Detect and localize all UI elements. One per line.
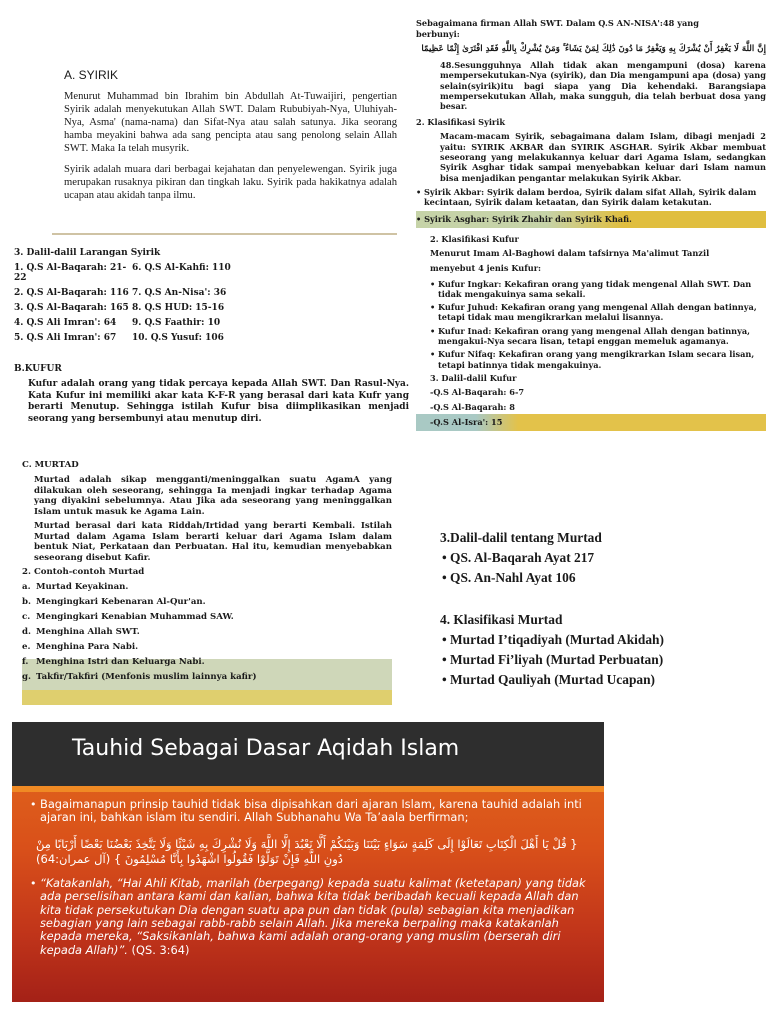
list-text: Syirik Asghar: Syirik Zhahir dan Syirik Khafi.	[424, 213, 632, 224]
bullet-icon: •	[30, 876, 37, 890]
list-item: 5. Q.S Ali Imran': 67	[14, 333, 117, 343]
list-text: Mengingkari Kenabian Muhammad SAW.	[36, 612, 234, 622]
list-text: Mengingkari Kebenaran Al-Qur'an.	[36, 597, 206, 607]
syirik-kufur-detail-section	[416, 18, 766, 458]
kufur-heading: B.KUFUR	[14, 364, 62, 374]
list-marker: g.	[22, 672, 32, 682]
list-item: • Murtad Qauliyah (Murtad Ucapan)	[442, 672, 655, 687]
list-marker: c.	[22, 612, 31, 622]
kufur-section	[14, 364, 409, 434]
list-item: 1. Q.S Al-Baqarah: 21-22	[14, 263, 127, 283]
murtad-section	[22, 460, 392, 710]
list-item: 4. Q.S Ali Imran': 64	[14, 318, 117, 328]
bullet-icon: •	[430, 349, 436, 360]
highlight-band	[22, 690, 392, 705]
list-item: 10. Q.S Yusuf: 106	[132, 333, 224, 343]
list-item: 3. Q.S Al-Baqarah: 165	[14, 303, 129, 313]
list-text: Menghina Allah SWT.	[36, 627, 140, 637]
list-text: Menghina Para Nabi.	[36, 642, 139, 652]
list-item	[430, 349, 766, 370]
list-item: 9. Q.S Faathir: 10	[132, 318, 221, 328]
list-item: • Murtad I’tiqadiyah (Murtad Akidah)	[442, 632, 664, 647]
list-item: -Q.S Al-Baqarah: 8	[430, 401, 515, 412]
bullet-icon: •	[416, 213, 425, 224]
list-marker: d.	[22, 627, 32, 637]
list-text: Murtad Keyakinan.	[36, 582, 129, 592]
list-item	[22, 657, 392, 667]
slide-bullet-2: “Katakanlah, “Hai Ahli Kitab, marilah (berpegang) kepada suatu kalimat (ketetapan) yang tidak ada perselisihan antara kami dan kalian, bahwa kita tidak beribadah kecuali kepada Allah dan kita tidak persekutukan Dia dengan suatu apa pun dan tidak (pula) sebagian kita menjadikan sebagian yang lain sebagai rabb-rabb selain Allah. Jika mereka berpaling maka katakanlah kepada mereka, “Saksikanlah, bahwa kami adalah orang-orang yang muslim (berserah diri kepada Allah)”.	[40, 875, 586, 957]
list-text: Takfir/Takfiri (Menfonis muslim lainnya kafir)	[36, 672, 257, 682]
list-item: 6. Q.S Al-Kahfi: 110	[132, 263, 231, 273]
list-item: • QS. An-Nahl Ayat 106	[442, 570, 576, 585]
slide-body	[12, 792, 604, 957]
dalil-larangan-section	[14, 248, 409, 348]
list-item	[30, 798, 586, 825]
list-item	[22, 597, 392, 607]
klasifikasi-kufur-heading: 2. Klasifikasi Kufur	[430, 233, 519, 244]
list-marker: b.	[22, 597, 32, 607]
list-item: • Murtad Fi’liyah (Murtad Perbuatan)	[442, 652, 664, 667]
list-item	[22, 627, 392, 637]
murtad-paragraph-1: Murtad adalah sikap mengganti/meninggalkan suatu AgamA yang dilakukan oleh seseorang, sehingga Ia menjadi ingkar terhadap Agama yang diyakini sebelumnya. Atau Jika ada seseorang yang meninggalkan Islam untuk masuk ke Agama Lain.	[34, 475, 392, 517]
syirik-paragraph-2: Syirik adalah muara dari berbagai kejahatan dan penyelewengan. Syirik juga merupakan rusaknya pikiran dan tingkah laku. Syirik pada hakikatnya adalah ucapan atau akidah tanpa ilmu.	[64, 164, 397, 201]
syirik-heading: A. SYIRIK	[64, 68, 119, 82]
klasifikasi-syirik-heading: 2. Klasifikasi Syirik	[416, 117, 506, 128]
bullet-icon: •	[416, 186, 422, 197]
syirik-paragraph-1: Menurut Muhammad bin Ibrahim bin Abdullah At-Tuwaijiri, pengertian Syirik adalah menyekutukan Allah SWT. Dalam Rububiyah-Nya, Uluhiyah-Nya, Asma' (nama-nama) dan Sifat-Nya atau salah satunya. Jika seorang hamba meyakini bahwa ada sang pencipta atau sang penolong selain Allah SWT. Maka Ia telah musyrik.	[64, 91, 397, 154]
list-text: Kufur Juhud: Kekafiran orang yang mengenal Allah dengan batinnya, tetapi tidak mau mengikrarkan melalui lisannya.	[438, 302, 757, 323]
list-text: Menghina Istri dan Keluarga Nabi.	[36, 657, 205, 667]
verse-reference: (QS. 3:64)	[127, 942, 190, 957]
list-text: Syirik Akbar: Syirik dalam berdoa, Syirik dalam sifat Allah, Syirik dalam kecintaan, Syirik dalam ketaatan, dan Syirik dalam ketakutan.	[424, 186, 757, 208]
list-text: -Q.S Al-Isra': 15	[430, 417, 503, 428]
list-item: -Q.S Al-Baqarah: 6-7	[430, 387, 525, 398]
bullet-icon: •	[430, 325, 436, 336]
murtad-dalil-klasifikasi-section	[440, 530, 760, 720]
list-item	[430, 279, 766, 300]
arabic-verse: { قُلْ يَا أَهْلَ الْكِتَابِ تَعَالَوْا إِلَى كَلِمَةٍ سَوَاءٍ بَيْنَنَا وَبَيْنَكُمْ أَلَّا نَعْبُدَ إِلَّا اللَّهَ وَلَا نُشْرِكَ بِهِ شَيْئًا وَلَا يَتَّخِذَ بَعْضُنَا بَعْضًا أَرْبَابًا مِنْ دُونِ اللَّهِ فَإِنْ تَوَلَّوْا فَقُولُوا اشْهَدُوا بِأَنَّا مُسْلِمُونَ } (آل عمران:64)	[36, 836, 578, 866]
murtad-examples-heading: 2. Contoh-contoh Murtad	[22, 567, 145, 577]
bullet-icon: •	[430, 278, 436, 289]
list-item	[22, 642, 392, 652]
list-item	[22, 672, 392, 682]
dalil-larangan-list	[14, 263, 409, 343]
bullet-icon: •	[30, 798, 37, 811]
list-item: 7. Q.S An-Nisa': 36	[132, 288, 227, 298]
list-marker: e.	[22, 642, 31, 652]
klasifikasi-syirik-text: Macam-macam Syirik, sebagaimana dalam Islam, dibagi menjadi 2 yaitu: SYIRIK AKBAR dan SYIRIK ASGHAR. Syirik Akbar membuat seseorang yang melakukannya keluar dari Agama Islam, sedangkan Syirik Asghar tidak sampai menyebabkan keluar dari Islam namun bisa menjadikan pengantar melakukan Syirik Akbar.	[440, 131, 766, 183]
kufur-intro: Menurut Imam Al-Baghowi dalam tafsirnya Ma'alimut Tanzil	[430, 247, 710, 258]
list-item	[22, 582, 392, 592]
intro-line: Sebagaimana firman Allah SWT. Dalam Q.S AN-NISA':48 yang	[416, 18, 699, 28]
dalil-kufur-heading: 3. Dalil-dalil Kufur	[430, 372, 517, 383]
list-item: 2. Q.S Al-Baqarah: 116	[14, 288, 129, 298]
list-item	[416, 187, 766, 208]
murtad-paragraph-2: Murtad berasal dari kata Riddah/Irtidad yang berarti Kembali. Istilah Murtad dalam Agama Islam berarti keluar dari Agama Islam dalam bentuk Niat, Perkataan dan Perbuatan. Hal itu, kemudian menyebabkan seseorang disebut Kafir.	[34, 521, 392, 563]
section-divider	[52, 233, 397, 235]
murtad-klasifikasi-heading: 4. Klasifikasi Murtad	[440, 612, 563, 627]
kufur-intro: menyebut 4 jenis Kufur:	[430, 263, 542, 274]
list-item: 8. Q.S HUD: 15-16	[132, 303, 225, 313]
slide-title: Tauhid Sebagai Dasar Aqidah Islam	[72, 736, 460, 761]
list-item	[430, 326, 766, 347]
highlight-band	[416, 211, 766, 228]
kufur-paragraph: Kufur adalah orang yang tidak percaya kepada Allah SWT. Dan Rasul-Nya. Kata Kufur ini memiliki akar kata K-F-R yang berasal dari kata Kufr yang berarti Menutup. Sehingga istilah Kufur bisa diimplikasikan menjadi seorang yang bersembunyi atau menutup diri.	[28, 379, 409, 424]
list-item: • QS. Al-Baqarah Ayat 217	[442, 550, 595, 565]
intro-line: berbunyi:	[416, 28, 460, 39]
list-text: Kufur Inad: Kekafiran orang yang mengenal Allah dengan batinnya, mengakui-Nya secara lisan, tetapi enggan memeluk agamanya.	[438, 325, 751, 347]
murtad-heading: C. MURTAD	[22, 460, 79, 470]
tauhid-slide	[12, 722, 604, 1002]
list-marker: f.	[22, 657, 29, 667]
syirik-section	[52, 62, 397, 237]
arabic-verse: إِنَّ اللَّهَ لَا يَغْفِرُ أَنْ يُشْرَكَ بِهِ وَيَغْفِرُ مَا دُونَ ذَٰلِكَ لِمَنْ يَشَاءُ ۚ وَمَنْ يُشْرِكْ بِاللَّهِ فَقَدِ افْتَرَىٰ إِثْمًا عَظِيمًا	[421, 44, 766, 54]
list-text: Kufur Nifaq: Kekafiran orang yang mengikrarkan Islam secara lisan, tetapi batinnya tidak mengakuinya.	[438, 349, 755, 370]
list-marker: a.	[22, 582, 31, 592]
bullet-icon: •	[430, 302, 436, 313]
slide-title-bar	[12, 722, 604, 786]
verse-translation: 48.Sesungguhnya Allah tidak akan mengampuni (dosa) karena mempersekutukan-Nya (syirik), dan Dia mengampuni apa (dosa) yang selain(syirik)itu bagi siapa yang Dia kehendaki. Barangsiapa mempersekutukan Allah, maka sungguh, dia telah berbuat dosa yang besar.	[440, 60, 766, 112]
slide-bullet-1: Bagaimanapun prinsip tauhid tidak bisa dipisahkan dari ajaran Islam, karena tauhid adalah inti ajaran ini, bahkan islam itu sendiri. Allah Subhanahu Wa Ta’aala berfirman;	[40, 797, 582, 825]
dalil-larangan-heading: 3. Dalil-dalil Larangan Syirik	[14, 248, 161, 258]
murtad-dalil-heading: 3.Dalil-dalil tentang Murtad	[440, 530, 602, 545]
list-text: Kufur Ingkar: Kekafiran orang yang tidak mengenal Allah SWT. Dan tidak mengakuinya sama sekali.	[438, 278, 752, 299]
highlight-band	[416, 414, 766, 431]
list-item	[430, 302, 766, 323]
list-item	[30, 877, 586, 957]
list-item	[22, 612, 392, 622]
